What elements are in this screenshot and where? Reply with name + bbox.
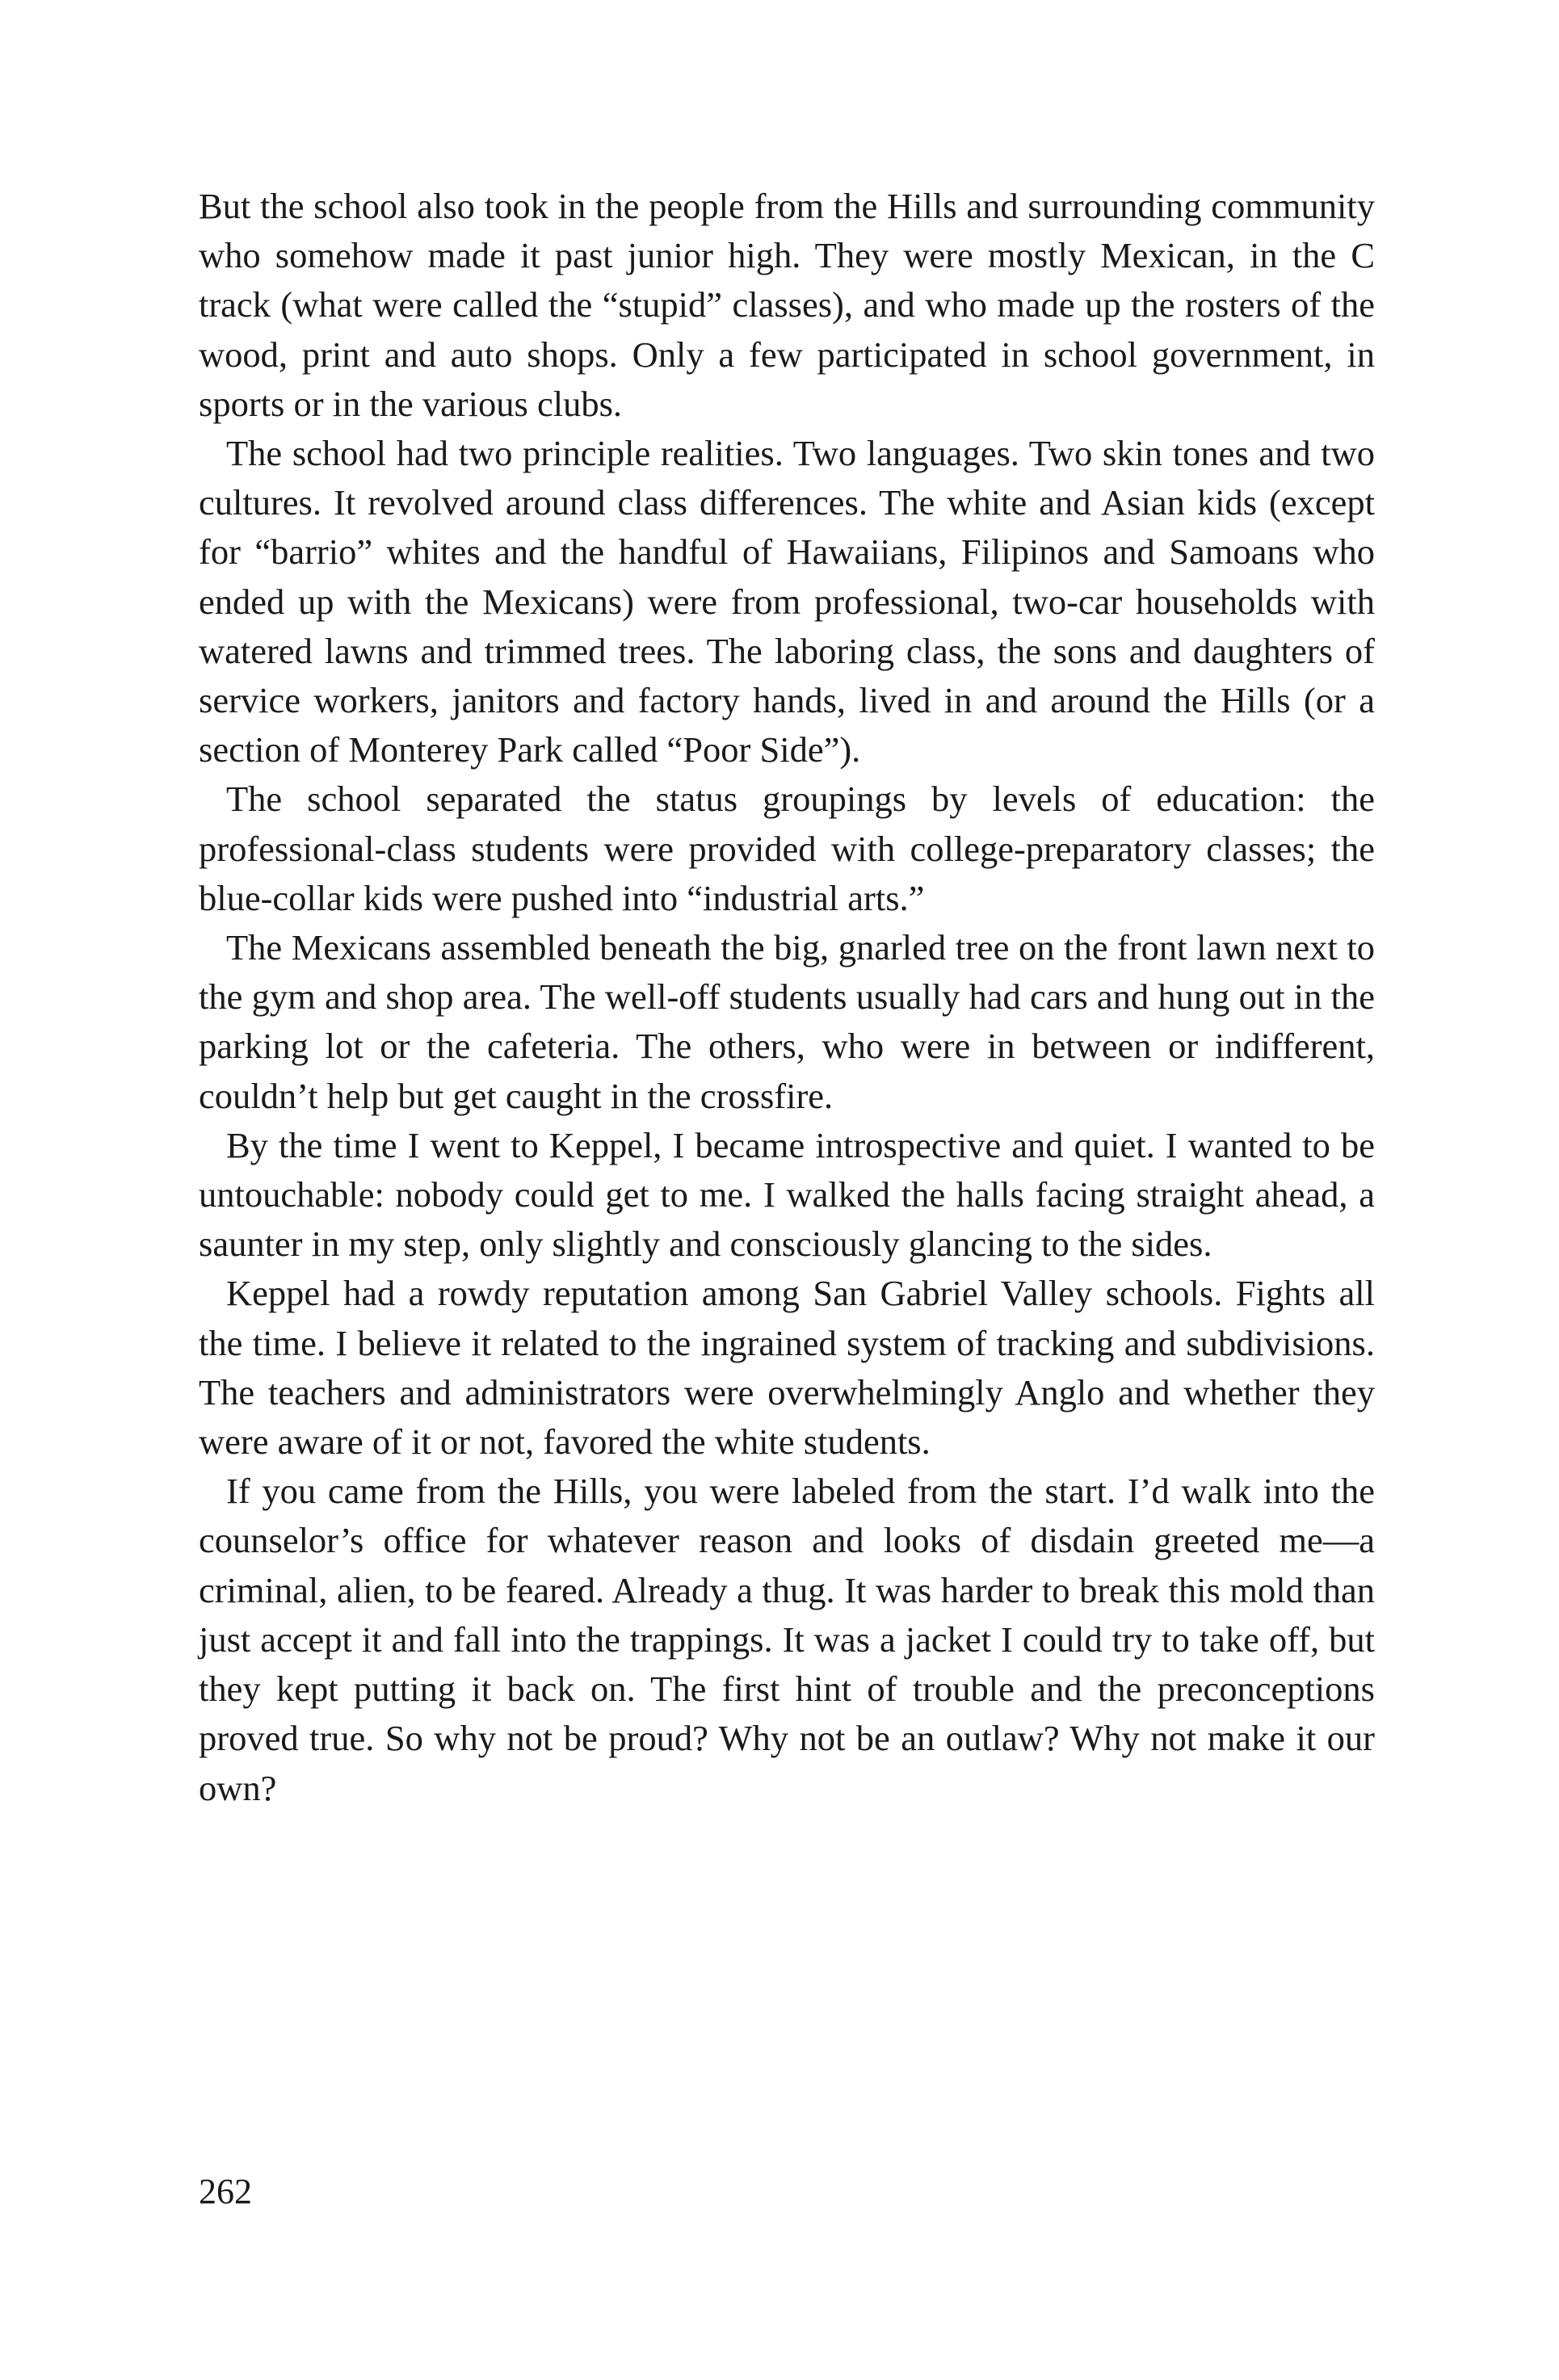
paragraph-3: The school separated the status groupings by levels of education: the professional-class students were provided with college-preparatory classes; the blue-collar kids were pushed into “industrial arts.” xyxy=(199,779,1375,918)
paragraph-2: The school had two principle realities. Two languages. Two skin tones and two cultures. It revolved around class differences. The white and Asian kids (except for “barrio” whites and the handful of Hawaiians, Filipinos and Samoans who ended up with the Mexicans) were from professional, two-car households with watered lawns and trimmed trees. The laboring class, the sons and daughters of service workers, janitors and factory hands, lived in and around the Hills (or a section of Monterey Park called “Poor Side”). xyxy=(199,433,1375,770)
page-number: 262 xyxy=(199,2172,252,2211)
paragraph-7: If you came from the Hills, you were labeled from the start. I’d walk into the counselor’s office for whatever reason and looks of disdain greeted me—a criminal, alien, to be feared. Already a thug. It was harder to break this mold than just accept it and fall into the trappings. It was a jacket I could try to take off, but they kept putting it back on. The first hint of trouble and the preconceptions proved true. So why not be proud? Why not be an outlaw? Why not make it our own? xyxy=(199,1471,1375,1808)
paragraph-5: By the time I went to Keppel, I became introspective and quiet. I wanted to be untouchable: nobody could get to me. I walked the halls facing straight ahead, a saunter in my step, only slightly and consciously glancing to the sides. xyxy=(199,1124,1375,1265)
body-text xyxy=(199,182,1375,1813)
paragraph-1: But the school also took in the people from the Hills and surrounding community who somehow made it past junior high. They were mostly Mexican, in the C track (what were called the “stupid” classes), and who made up the rosters of the wood, print and auto shops. Only a few participated in school government, in sports or in the various clubs. xyxy=(199,186,1375,424)
paragraph-6: Keppel had a rowdy reputation among San Gabriel Valley schools. Fights all the time. I believe it related to the ingrained system of tracking and subdivisions. The teachers and administrators were overwhelmingly Anglo and whether they were aware of it or not, favored the white students. xyxy=(199,1273,1375,1463)
paragraph-4: The Mexicans assembled beneath the big, gnarled tree on the front lawn next to the gym and shop area. The well-off students usually had cars and hung out in the parking lot or the cafeteria. The others, who were in between or indifferent, couldn’t help but get caught in the crossfire. xyxy=(199,927,1375,1116)
